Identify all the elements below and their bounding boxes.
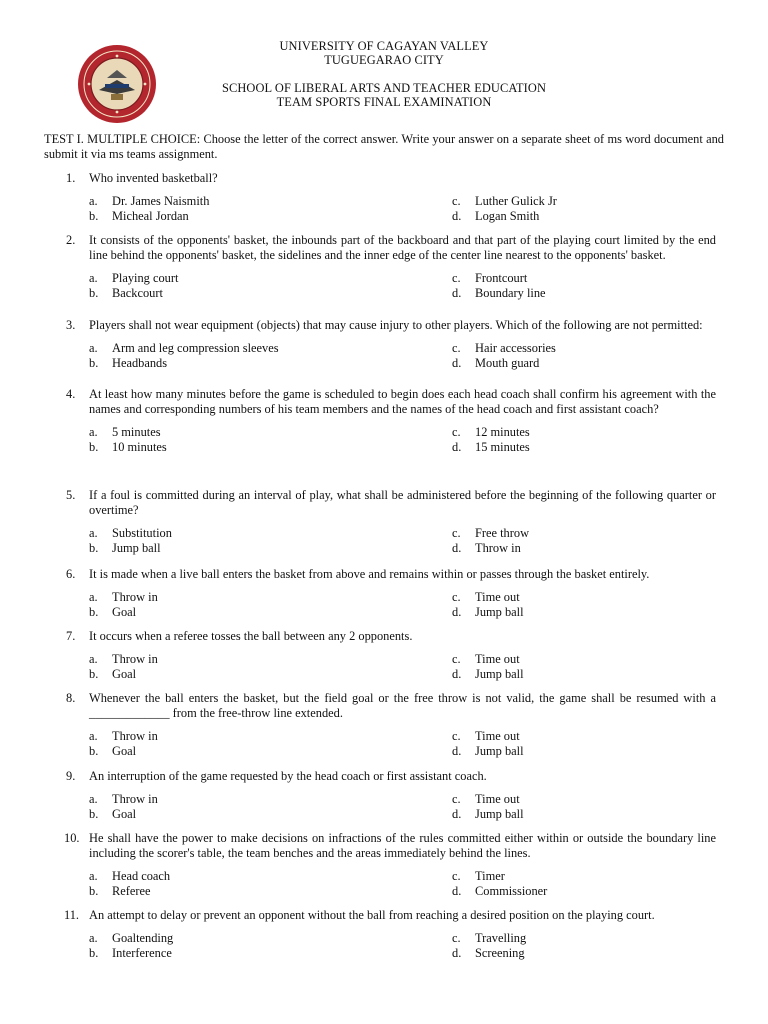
question-number: 5. (66, 488, 76, 502)
choice-text: Jump ball (112, 541, 161, 555)
choice-text: Time out (475, 729, 520, 743)
question-text: An interruption of the game requested by the head coach or first assistant coach. (89, 769, 487, 783)
choice-text: Timer (475, 869, 505, 883)
choice-text: Jump ball (475, 744, 524, 758)
question-item (66, 691, 716, 759)
choice-text: Jump ball (475, 807, 524, 821)
choice-text: Goal (112, 807, 137, 821)
choice-text: Dr. James Naismith (112, 194, 210, 208)
choice-letter: c. (452, 194, 461, 208)
choice-letter: b. (89, 744, 99, 758)
choice-letter: d. (452, 541, 462, 555)
choice-text: 12 minutes (475, 425, 530, 439)
question-number: 10. (64, 831, 80, 845)
choice-text: 5 minutes (112, 425, 161, 439)
choice-text: Headbands (112, 356, 168, 370)
choice-letter: a. (89, 729, 98, 743)
choice-text: Screening (475, 946, 525, 960)
question-number: 6. (66, 567, 76, 581)
answer-choices (66, 425, 716, 455)
answer-choices (66, 792, 716, 822)
choice-text: Time out (475, 652, 520, 666)
answer-choices (66, 341, 716, 371)
question-text: It is made when a live ball enters the basket from above and remains within or passes through the basket entirely. (89, 567, 650, 581)
question-item (66, 171, 716, 224)
choice-text: Commissioner (475, 884, 548, 898)
choice-text: Jump ball (475, 667, 524, 681)
question-text: Who invented basketball? (89, 171, 218, 185)
question-item (66, 318, 716, 371)
choice-letter: c. (452, 792, 461, 806)
choice-letter: b. (89, 884, 99, 898)
choice-letter: c. (452, 869, 461, 883)
choice-letter: d. (452, 605, 462, 619)
choice-letter: b. (89, 946, 99, 960)
choice-letter: a. (89, 271, 98, 285)
choice-letter: c. (452, 341, 461, 355)
choice-text: Goal (112, 744, 137, 758)
choice-text: Boundary line (475, 286, 546, 300)
choice-letter: b. (89, 667, 99, 681)
choice-text: Jump ball (475, 605, 524, 619)
choice-text: Goal (112, 667, 137, 681)
choice-letter: a. (89, 341, 98, 355)
test-label: TEST I. MULTIPLE CHOICE: (44, 132, 201, 146)
document-header (0, 39, 768, 109)
question-number: 2. (66, 233, 76, 247)
question-text: It consists of the opponents' basket, the inbounds part of the backboard and that part of the playing court limited by the end line behind the opponents' basket, the sidelines and the inner edge of the center line nearest to the opponents' basket. (89, 233, 716, 262)
choice-letter: c. (452, 271, 461, 285)
answer-choices (66, 931, 716, 961)
instructions-text: Choose the letter of the correct answer. Write your answer on a separate sheet of ms word document and submit it via ms teams assignment. (44, 132, 724, 161)
choice-letter: d. (452, 286, 462, 300)
choice-letter: d. (452, 744, 462, 758)
choice-letter: d. (452, 946, 462, 960)
choice-text: Logan Smith (475, 209, 540, 223)
choice-text: Luther Gulick Jr (475, 194, 557, 208)
question-text: Whenever the ball enters the basket, but the field goal or the free throw is not valid, the game shall be resumed with a _____________ from the free-throw line extended. (89, 691, 716, 720)
question-number: 1. (66, 171, 76, 185)
choice-letter: d. (452, 807, 462, 821)
city-name: TUGUEGARAO CITY (324, 53, 444, 67)
choice-letter: c. (452, 729, 461, 743)
test-instructions (44, 132, 724, 162)
choice-letter: b. (89, 356, 99, 370)
choice-letter: d. (452, 667, 462, 681)
choice-text: Free throw (475, 526, 530, 540)
question-text: It occurs when a referee tosses the ball between any 2 opponents. (89, 629, 413, 643)
choice-text: 10 minutes (112, 440, 167, 454)
school-name: SCHOOL OF LIBERAL ARTS AND TEACHER EDUCATION (222, 81, 546, 95)
university-name: UNIVERSITY OF CAGAYAN VALLEY (279, 39, 489, 53)
choice-letter: d. (452, 209, 462, 223)
choice-text: Throw in (112, 729, 158, 743)
choice-letter: b. (89, 209, 99, 223)
choice-text: Goaltending (112, 931, 174, 945)
choice-text: Substitution (112, 526, 172, 540)
question-text: An attempt to delay or prevent an opponent without the ball from reaching a desired position on the playing court. (89, 908, 655, 922)
choice-text: Backcourt (112, 286, 163, 300)
choice-text: Time out (475, 792, 520, 806)
question-number: 3. (66, 318, 76, 332)
question-item (66, 769, 716, 822)
choice-text: 15 minutes (475, 440, 530, 454)
choice-letter: d. (452, 356, 462, 370)
choice-letter: a. (89, 652, 98, 666)
choice-letter: c. (452, 526, 461, 540)
choice-letter: b. (89, 807, 99, 821)
choice-text: Throw in (112, 590, 158, 604)
choice-letter: c. (452, 652, 461, 666)
question-item (66, 233, 716, 301)
question-item (66, 567, 716, 620)
question-number: 8. (66, 691, 76, 705)
question-text: At least how many minutes before the game is scheduled to begin does each head coach shall confirm his agreement with the names and corresponding numbers of his team members and the names of the head coach and first assistant coach? (89, 387, 716, 416)
answer-choices (66, 194, 716, 224)
choice-letter: b. (89, 440, 99, 454)
question-item (66, 629, 716, 682)
choice-text: Time out (475, 590, 520, 604)
choice-text: Referee (112, 884, 151, 898)
choice-letter: a. (89, 869, 98, 883)
question-text: If a foul is committed during an interval of play, what shall be administered before the beginning of the following quarter or overtime? (89, 488, 716, 517)
choice-text: Throw in (475, 541, 521, 555)
choice-letter: b. (89, 541, 99, 555)
choice-text: Playing court (112, 271, 179, 285)
choice-text: Hair accessories (475, 341, 556, 355)
choice-letter: a. (89, 792, 98, 806)
choice-letter: d. (452, 440, 462, 454)
exam-title: TEAM SPORTS FINAL EXAMINATION (276, 95, 492, 109)
question-number: 4. (66, 387, 76, 401)
choice-letter: a. (89, 931, 98, 945)
choice-letter: a. (89, 194, 98, 208)
choice-letter: d. (452, 884, 462, 898)
choice-letter: a. (89, 526, 98, 540)
choice-text: Travelling (475, 931, 527, 945)
choice-letter: a. (89, 590, 98, 604)
answer-choices (66, 271, 716, 301)
question-number: 11. (64, 908, 80, 922)
question-number: 7. (66, 629, 76, 643)
question-number: 9. (66, 769, 76, 783)
choice-text: Interference (112, 946, 172, 960)
answer-choices (66, 869, 716, 899)
choice-text: Head coach (112, 869, 171, 883)
question-text: He shall have the power to make decisions on infractions of the rules committed either within or outside the boundary line including the scorer's table, the team benches and the areas immediately behind the lines. (89, 831, 716, 860)
answer-choices (66, 729, 716, 759)
answer-choices (66, 526, 716, 556)
choice-letter: a. (89, 425, 98, 439)
choice-text: Throw in (112, 652, 158, 666)
choice-text: Mouth guard (475, 356, 540, 370)
answer-choices (66, 652, 716, 682)
choice-text: Frontcourt (475, 271, 528, 285)
choice-text: Arm and leg compression sleeves (112, 341, 279, 355)
question-item (66, 831, 716, 899)
answer-choices (66, 590, 716, 620)
choice-text: Goal (112, 605, 137, 619)
choice-letter: b. (89, 286, 99, 300)
question-item (66, 488, 716, 556)
choice-text: Micheal Jordan (112, 209, 189, 223)
question-item (66, 908, 716, 961)
choice-letter: c. (452, 425, 461, 439)
choice-text: Throw in (112, 792, 158, 806)
question-text: Players shall not wear equipment (objects) that may cause injury to other players. Which of the following are not permitted: (89, 318, 703, 332)
question-item (66, 387, 716, 455)
choice-letter: c. (452, 931, 461, 945)
choice-letter: b. (89, 605, 99, 619)
choice-letter: c. (452, 590, 461, 604)
